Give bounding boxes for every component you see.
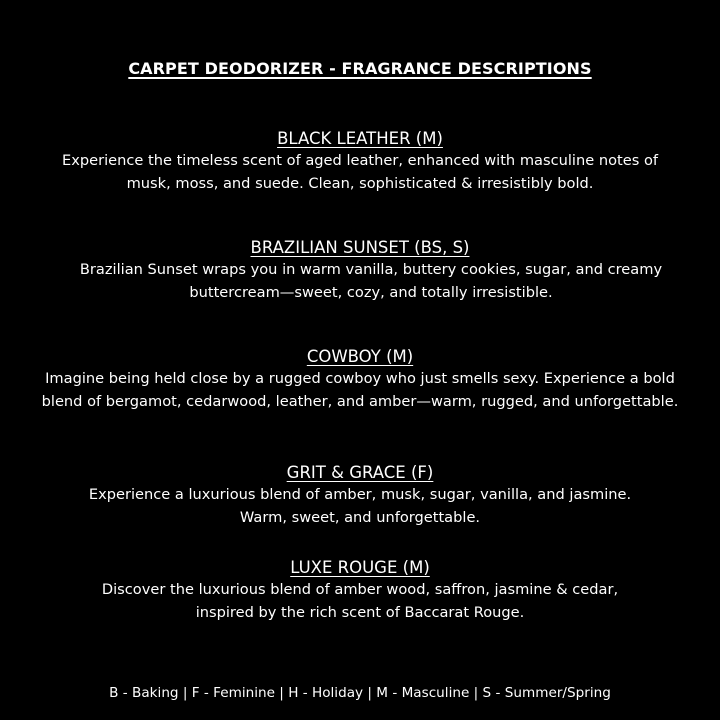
fragrance-name: LUXE ROUGE (M) [290, 558, 430, 577]
fragrance-description: Experience the timeless scent of aged leather, enhanced with masculine notes of musk, moss, and suede. Clean, sophisticated & irresistibly bold. [61, 152, 659, 192]
fragrance-description: Discover the luxurious blend of amber wood, saffron, jasmine & cedar, inspired by the rich scent of Baccarat Rouge. [101, 581, 619, 621]
fragrance-name: BRAZILIAN SUNSET (BS, S) [250, 238, 470, 257]
page-title: CARPET DEODORIZER - FRAGRANCE DESCRIPTIONS [128, 59, 592, 78]
fragrance-entry-luxe-rouge [0, 557, 720, 624]
fragrance-description: Brazilian Sunset wraps you in warm vanilla, buttery cookies, sugar, and creamy buttercream—sweet, cozy, and totally irresistible. [79, 261, 663, 301]
legend-key: B - Baking | F - Feminine | H - Holiday | M - Masculine | S - Summer/Spring [109, 685, 611, 701]
fragrance-entry-black-leather [0, 128, 720, 195]
fragrance-entry-cowboy [0, 346, 720, 413]
fragrance-name: COWBOY (M) [306, 347, 414, 366]
fragrance-entry-brazilian-sunset [0, 237, 720, 304]
fragrance-name: GRIT & GRACE (F) [286, 463, 434, 482]
fragrance-description: Experience a luxurious blend of amber, musk, sugar, vanilla, and jasmine. Warm, sweet, and unforgettable. [88, 486, 632, 526]
fragrance-description: Imagine being held close by a rugged cowboy who just smells sexy. Experience a bold blend of bergamot, cedarwood, leather, and amber—warm, rugged, and unforgettable. [41, 370, 679, 410]
fragrance-entry-grit-and-grace [0, 462, 720, 529]
fragrance-name: BLACK LEATHER (M) [277, 129, 443, 148]
